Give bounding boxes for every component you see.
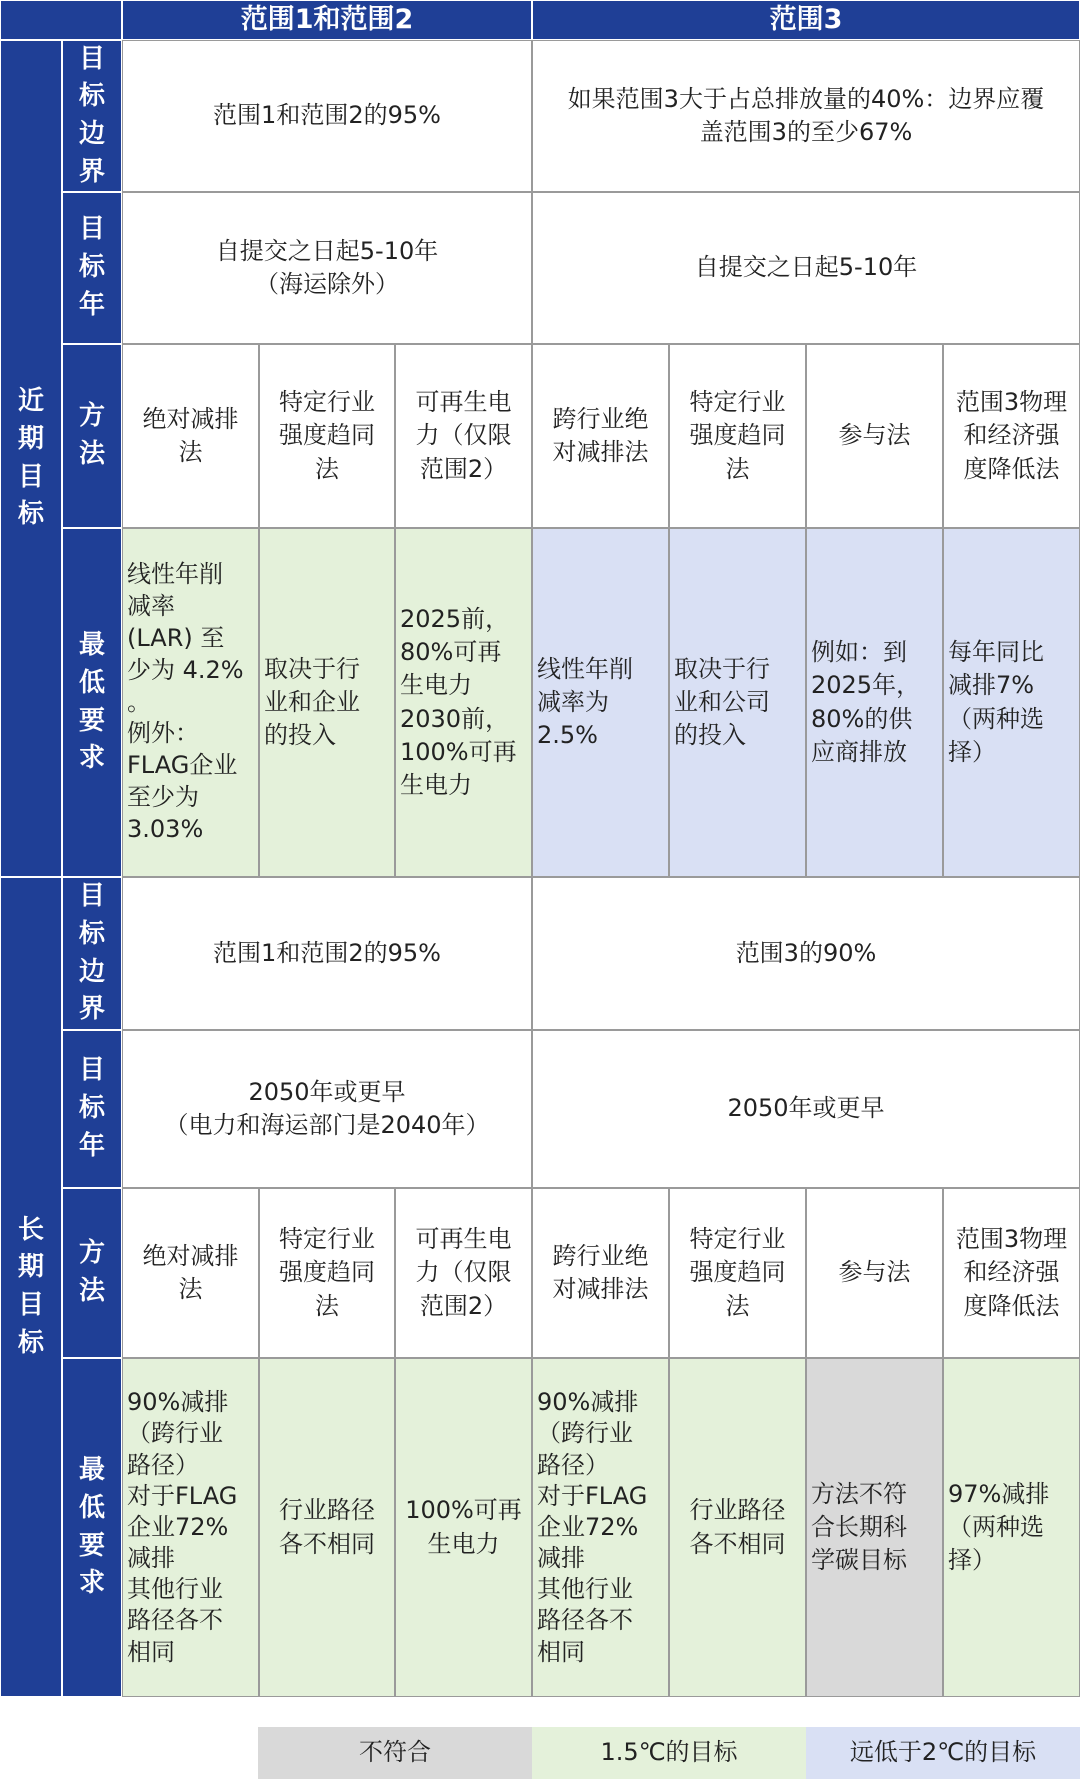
legend-not-compliant: 不符合 [258,1727,532,1779]
near-method-4: 跨行业绝 对减排法 [532,344,669,528]
near-method-1: 绝对减排 法 [122,344,259,528]
near-method-5: 特定行业 强度趋同 法 [669,344,806,528]
long-requirement-3: 100%可再 生电力 [395,1358,532,1697]
long-boundary-scope12: 范围1和范围2的95% [122,877,532,1030]
row-label-boundary-near: 目 标 边 界 [62,40,122,192]
near-requirement-6: 例如：到 2025年， 80%的供 应商排放 [806,528,943,877]
long-requirement-5: 行业路径 各不相同 [669,1358,806,1697]
near-requirement-2: 取决于行 业和企业 的投入 [259,528,395,877]
long-boundary-scope3: 范围3的90% [532,877,1080,1030]
long-method-2: 特定行业 强度趋同 法 [259,1188,395,1358]
header-scope3: 范围3 [532,0,1080,40]
long-method-7: 范围3物理 和经济强 度降低法 [943,1188,1080,1358]
near-year-scope3: 自提交之日起5-10年 [532,192,1080,344]
near-boundary-scope3: 如果范围3大于占总排放量的40%：边界应覆 盖范围3的至少67% [532,40,1080,192]
row-label-minimum-long: 最 低 要 求 [62,1358,122,1697]
near-boundary-scope12: 范围1和范围2的95% [122,40,532,192]
row-label-method-long: 方 法 [62,1188,122,1358]
long-requirement-2: 行业路径 各不相同 [259,1358,395,1697]
near-method-2: 特定行业 强度趋同 法 [259,344,395,528]
row-label-boundary-long: 目 标 边 界 [62,877,122,1030]
section-near-term: 近 期 目 标 [0,40,62,877]
row-label-year-near: 目 标 年 [62,192,122,344]
long-method-1: 绝对减排 法 [122,1188,259,1358]
header-scope12: 范围1和范围2 [122,0,532,40]
long-method-3: 可再生电 力（仅限 范围2） [395,1188,532,1358]
near-year-scope12: 自提交之日起5-10年 （海运除外） [122,192,532,344]
legend-1-5c: 1.5℃的目标 [532,1727,806,1779]
near-requirement-3: 2025前， 80%可再 生电力 2030前， 100%可再 生电力 [395,528,532,877]
near-method-7: 范围3物理 和经济强 度降低法 [943,344,1080,528]
long-year-scope3: 2050年或更早 [532,1030,1080,1188]
row-label-minimum-near: 最 低 要 求 [62,528,122,877]
long-requirement-4: 90%减排 （跨行业 路径） 对于FLAG 企业72% 减排 其他行业 路径各不 相同 [532,1358,669,1697]
near-requirement-7: 每年同比 减排7% （两种选 择） [943,528,1080,877]
near-requirement-4: 线性年削 减率为 2.5% [532,528,669,877]
legend-well-below-2c: 远低于2℃的目标 [806,1727,1080,1779]
long-requirement-1: 90%减排 （跨行业 路径） 对于FLAG 企业72% 减排 其他行业 路径各不 相同 [122,1358,259,1697]
long-requirement-7: 97%减排 （两种选 择） [943,1358,1080,1697]
row-label-method-near: 方 法 [62,344,122,528]
long-year-scope12: 2050年或更早 （电力和海运部门是2040年） [122,1030,532,1188]
near-requirement-1: 线性年削 减率 (LAR) 至 少为 4.2% 。 例外： FLAG企业 至少为 3.03% [122,528,259,877]
near-method-6: 参与法 [806,344,943,528]
long-method-6: 参与法 [806,1188,943,1358]
long-requirement-6: 方法不符 合长期科 学碳目标 [806,1358,943,1697]
near-requirement-5: 取决于行 业和公司 的投入 [669,528,806,877]
row-label-year-long: 目 标 年 [62,1030,122,1188]
corner-cell [0,0,122,40]
section-long-term: 长 期 目 标 [0,877,62,1697]
long-method-5: 特定行业 强度趋同 法 [669,1188,806,1358]
long-method-4: 跨行业绝 对减排法 [532,1188,669,1358]
near-method-3: 可再生电 力（仅限 范围2） [395,344,532,528]
